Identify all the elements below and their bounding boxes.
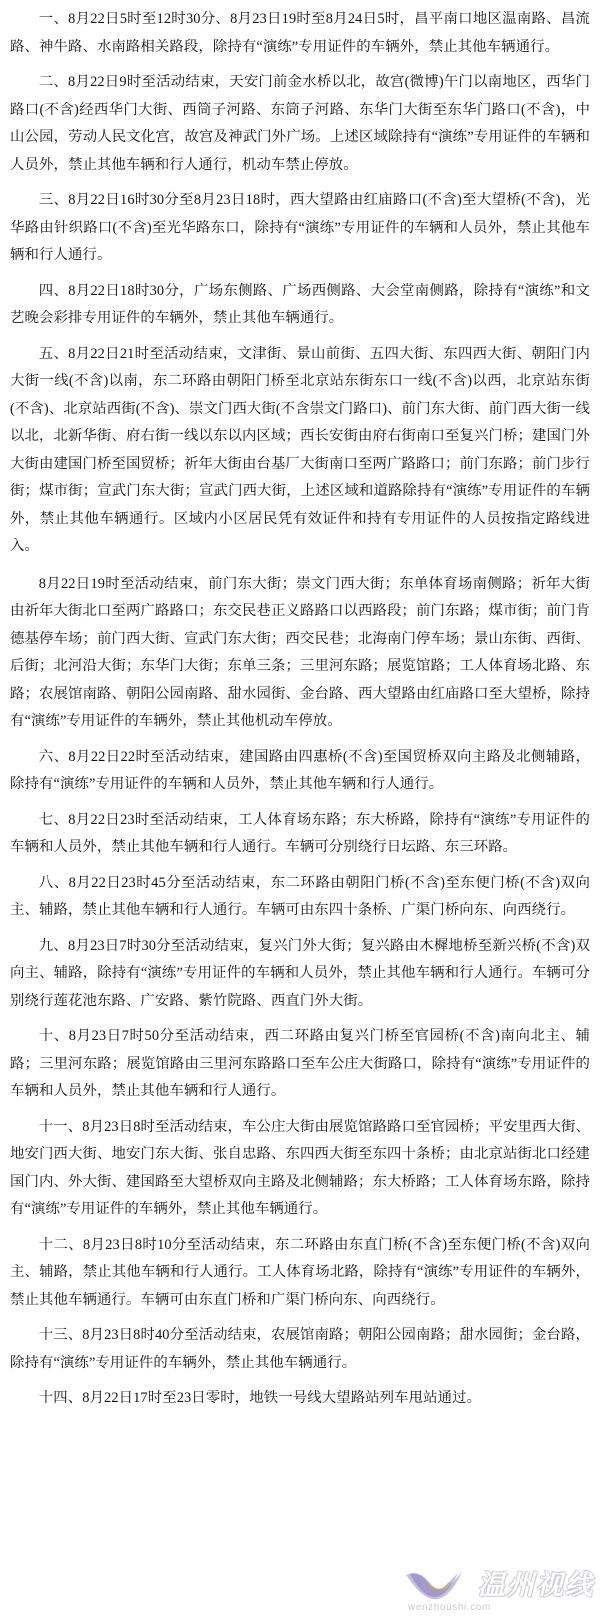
paragraph-item-10: 十、8月23日7时50分至活动结束，西二环路由复兴门桥至官园桥(不含)南向北主、辅路；三里河东路；展览馆路由三里河东路路口至车公庄大街路口，除持有“演练”专用证件的车辆和人员外，禁止其他车辆和行人通行。 (10, 1028, 590, 1099)
paragraph-item-1: 一、8月22日5时至12时30分、8月23日19时至8月24日5时，昌平南口地区温南路、昌流路、神牛路、水南路相关路段，除持有“演练”专用证件的车辆外，禁止其他车辆通行。 (10, 11, 590, 55)
watermark-domain: wenzhoushi.com (408, 1602, 491, 1613)
notice-body (10, 6, 590, 1413)
paragraph-item-8: 八、8月22日23时45分至活动结束，东二环路由朝阳门桥(不含)至东便门桥(不含)双向主、辅路，禁止其他车辆和行人通行。车辆可由东四十条桥、广渠门桥向东、向西绕行。 (10, 874, 590, 918)
site-watermark (400, 1559, 596, 1617)
paragraph-item-11: 十一、8月23日8时至活动结束，车公庄大街由展览馆路路口至官园桥；平安里西大街、地安门西大街、地安门东大街、张自忠路、东四西大街至东四十条桥；由北京站街北口经建国门内、外大街、建国路至大望桥双向主路及北侧辅路；东大桥路；工人体育场东路，除持有“演练”专用证件的车辆外，禁止其他车辆通行。 (10, 1118, 590, 1217)
watermark-brand: 温州视线 (478, 1570, 594, 1600)
paragraph-item-13: 十三、8月23日8时40分至活动结束，农展馆南路；朝阳公园南路；甜水园街；金台路，除持有“演练”专用证件的车辆外，禁止其他车辆通行。 (10, 1327, 590, 1371)
paragraph-item-6: 六、8月22日22时至活动结束，建国路由四惠桥(不含)至国贸桥双向主路及北侧辅路，除持有“演练”专用证件的车辆和人员外，禁止其他车辆和行人通行。 (10, 748, 590, 792)
paragraph-item-4: 四、8月22日18时30分，广场东侧路、广场西侧路、大会堂南侧路，除持有“演练”和文艺晚会彩排专用证件的车辆外，禁止其他车辆通行。 (10, 282, 590, 326)
paragraph-item-5-sub: 8月22日19时至活动结束，前门东大街；崇文门西大街；东单体育场南侧路；祈年大街由祈年大街北口至两广路路口；东交民巷正义路路口以西路段；前门东路；煤市街；前门肯德基停车场；前门西大街、宣武门东大街；西交民巷；北海南门停车场；景山东街、西街、后街；北河沿大街；东华门大街；东单三条；三里河东路；展览馆路；工人体育场北路、东路；农展馆南路、朝阳公园南路、甜水园街、金台路、西大望路由红庙路口至大望桥，除持有“演练”专用证件的车辆外，禁止其他机动车停放。 (10, 575, 590, 729)
paragraph-item-12: 十二、8月23日8时10分至活动结束，东二环路由东直门桥(不含)至东便门桥(不含)双向主、辅路，禁止其他车辆和行人通行。工人体育场北路，除持有“演练”专用证件的车辆外，禁止其他车辆通行。车辆可由东直门桥和广渠门桥向东、向西绕行。 (10, 1236, 590, 1308)
paragraph-item-14: 十四、8月22日17时至23日零时，地铁一号线大望路站列车甩站通过。 (38, 1390, 482, 1406)
paragraph-item-3: 三、8月22日16时30分至8月23日18时，西大望路由红庙路口(不含)至大望桥(不含)，光华路由针织路口(不含)至光华路东口，除持有“演练”专用证件的车辆和人员外，禁止其他车辆和行人通行。 (10, 192, 590, 263)
paragraph-item-9: 九、8月23日7时30分至活动结束，复兴门外大街；复兴路由木樨地桥至新兴桥(不含)双向主、辅路，除持有“演练”专用证件的车辆和人员外，禁止其他车辆和行人通行。车辆可分别绕行莲花池东路、广安路、紫竹院路、西直门外大街。 (10, 937, 590, 1009)
watermark-logo-icon (400, 1559, 596, 1617)
paragraph-item-5: 五、8月22日21时至活动结束，文津街、景山前街、五四大街、东四西大街、朝阳门内大街一线(不含)以南，东二环路由朝阳门桥至北京站东街东口一线(不含)以西，北京站东街(不含)、北京站西街(不含)、崇文门西大街(不含崇文门路口)、前门东大街、前门西大街一线以北，北新华街、府右街一线以东以内区域；西长安街由府右街南口至复兴门桥；建国门外大街由建国门桥至国贸桥；祈年大街由台基厂大街南口至两广路路口；前门东路；前门步行街；煤市街；宣武门东大街；宣武门西大街，上述区域和道路除持有“演练”专用证件的车辆外，禁止其他车辆通行。区域内小区居民凭有效证件和持有专用证件的人员按指定路线进入。 (10, 345, 590, 554)
paragraph-item-2: 二、8月22日9时至活动结束，天安门前金水桥以北，故宫(微博)午门以南地区，西华门路口(不含)经西华门大街、西筒子河路、东筒子河路、东华门大街至东华门路口(不含)，中山公园，劳动人民文化宫，故宫及神武门外广场。上述区域除持有“演练”专用证件的车辆和人员外，禁止其他车辆和行人通行，机动车禁止停放。 (10, 74, 590, 173)
paragraph-item-7: 七、8月22日23时至活动结束，工人体育场东路；东大桥路，除持有“演练”专用证件的车辆和人员外，禁止其他车辆和行人通行。车辆可分别绕行日坛路、东三环路。 (10, 811, 590, 855)
